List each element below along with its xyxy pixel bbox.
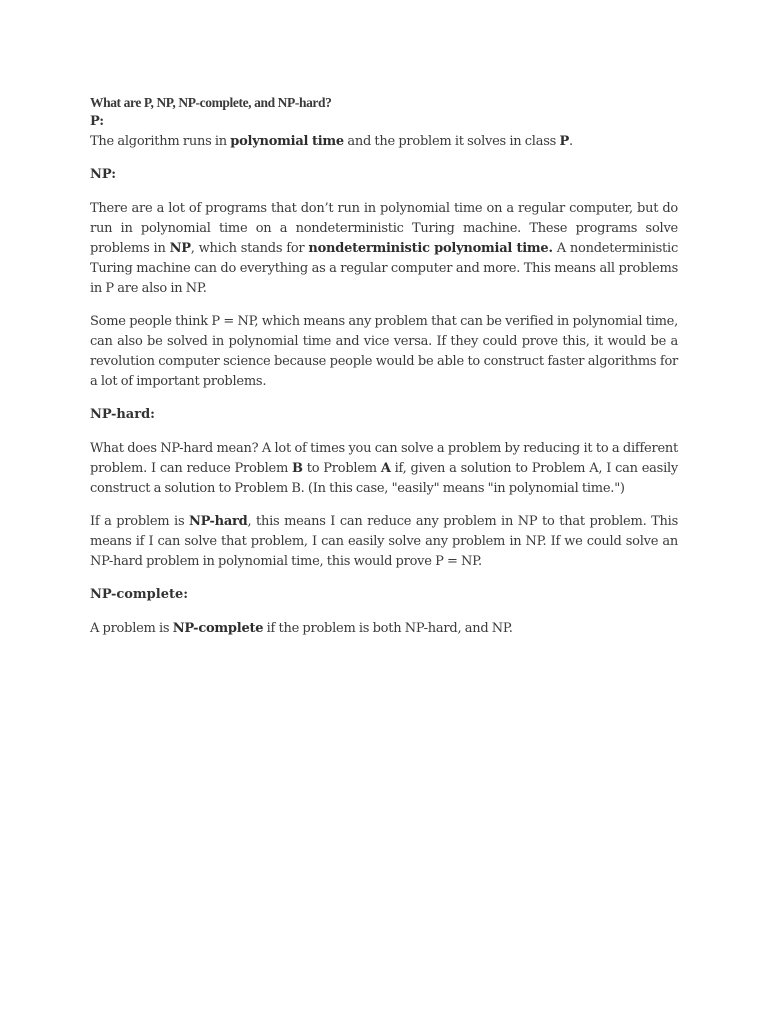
text-run: What does NP-hard mean? A lot of times you can solve a problem by reducing it to a different problem. I can reduce Problem — [90, 441, 678, 476]
spacer — [90, 572, 678, 585]
text-run: to Problem — [302, 461, 381, 476]
bold-term-b: B — [292, 461, 303, 476]
text-run: , which stands for — [190, 241, 309, 256]
spacer — [90, 152, 678, 165]
text-run: The algorithm runs in — [90, 134, 231, 149]
bold-term-np-complete: NP-complete — [172, 621, 264, 636]
text-run: . — [568, 134, 573, 149]
spacer — [90, 605, 678, 619]
paragraph-np-complete-definition — [90, 619, 678, 639]
section-heading-p: P: — [90, 114, 105, 129]
text-run: , this means I can reduce any problem in NP to that problem. This means if I can solve that problem, I can easily solve any problem in NP. If we could solve an NP-hard problem in polynomial time, this would prove P = NP. — [90, 514, 678, 569]
section-heading-np-hard: NP-hard: — [90, 407, 155, 422]
bold-term-p: P — [559, 134, 569, 149]
spacer — [90, 392, 678, 405]
bold-term-np-hard: NP-hard — [189, 514, 248, 529]
bold-term-a: A — [380, 461, 391, 476]
paragraph-p-equals-np: Some people think P = NP, which means any problem that can be verified in polynomial time, can also be solved in polynomial time and vice versa. If they could prove this, it would be a revolution computer science because people would be able to construct faster algorithms for a lot of important problems. — [90, 314, 678, 389]
text-run: If a problem is — [90, 514, 190, 529]
spacer — [90, 299, 678, 312]
text-run: There are a lot of programs that don’t run in polynomial time on a regular computer, but do run in polynomial time on a nondeterministic Turing machine. These programs solve problems in — [90, 201, 678, 256]
document-body — [90, 94, 678, 639]
text-run: if, given a solution to Problem A, I can easily construct a solution to Problem B. (In this case, "easily" means "in polynomial time.") — [90, 461, 679, 496]
bold-term-np: NP — [169, 241, 191, 256]
bold-term-polynomial-time: polynomial time — [230, 134, 344, 149]
section-heading-np: NP: — [90, 167, 116, 182]
paragraph-np-hard-definition — [90, 512, 678, 572]
paragraph-p-definition — [90, 132, 678, 152]
text-run: A nondeterministic Turing machine can do everything as a regular computer and more. This means all problems in P are also in NP. — [90, 241, 678, 296]
spacer — [90, 425, 678, 439]
spacer — [90, 185, 678, 199]
bold-term-nondeterministic-polynomial-time: nondeterministic polynomial time. — [308, 241, 553, 256]
paragraph-np-hard-reduction — [90, 439, 678, 499]
section-heading-np-complete: NP-complete: — [90, 587, 189, 602]
text-run: A problem is — [90, 621, 173, 636]
text-run: if the problem is both NP-hard, and NP. — [263, 621, 513, 636]
paragraph-np-definition — [90, 199, 678, 299]
text-run: and the problem it solves in class — [343, 134, 560, 149]
document-title: What are P, NP, NP-complete, and NP-hard? — [90, 95, 332, 110]
spacer — [90, 499, 678, 512]
